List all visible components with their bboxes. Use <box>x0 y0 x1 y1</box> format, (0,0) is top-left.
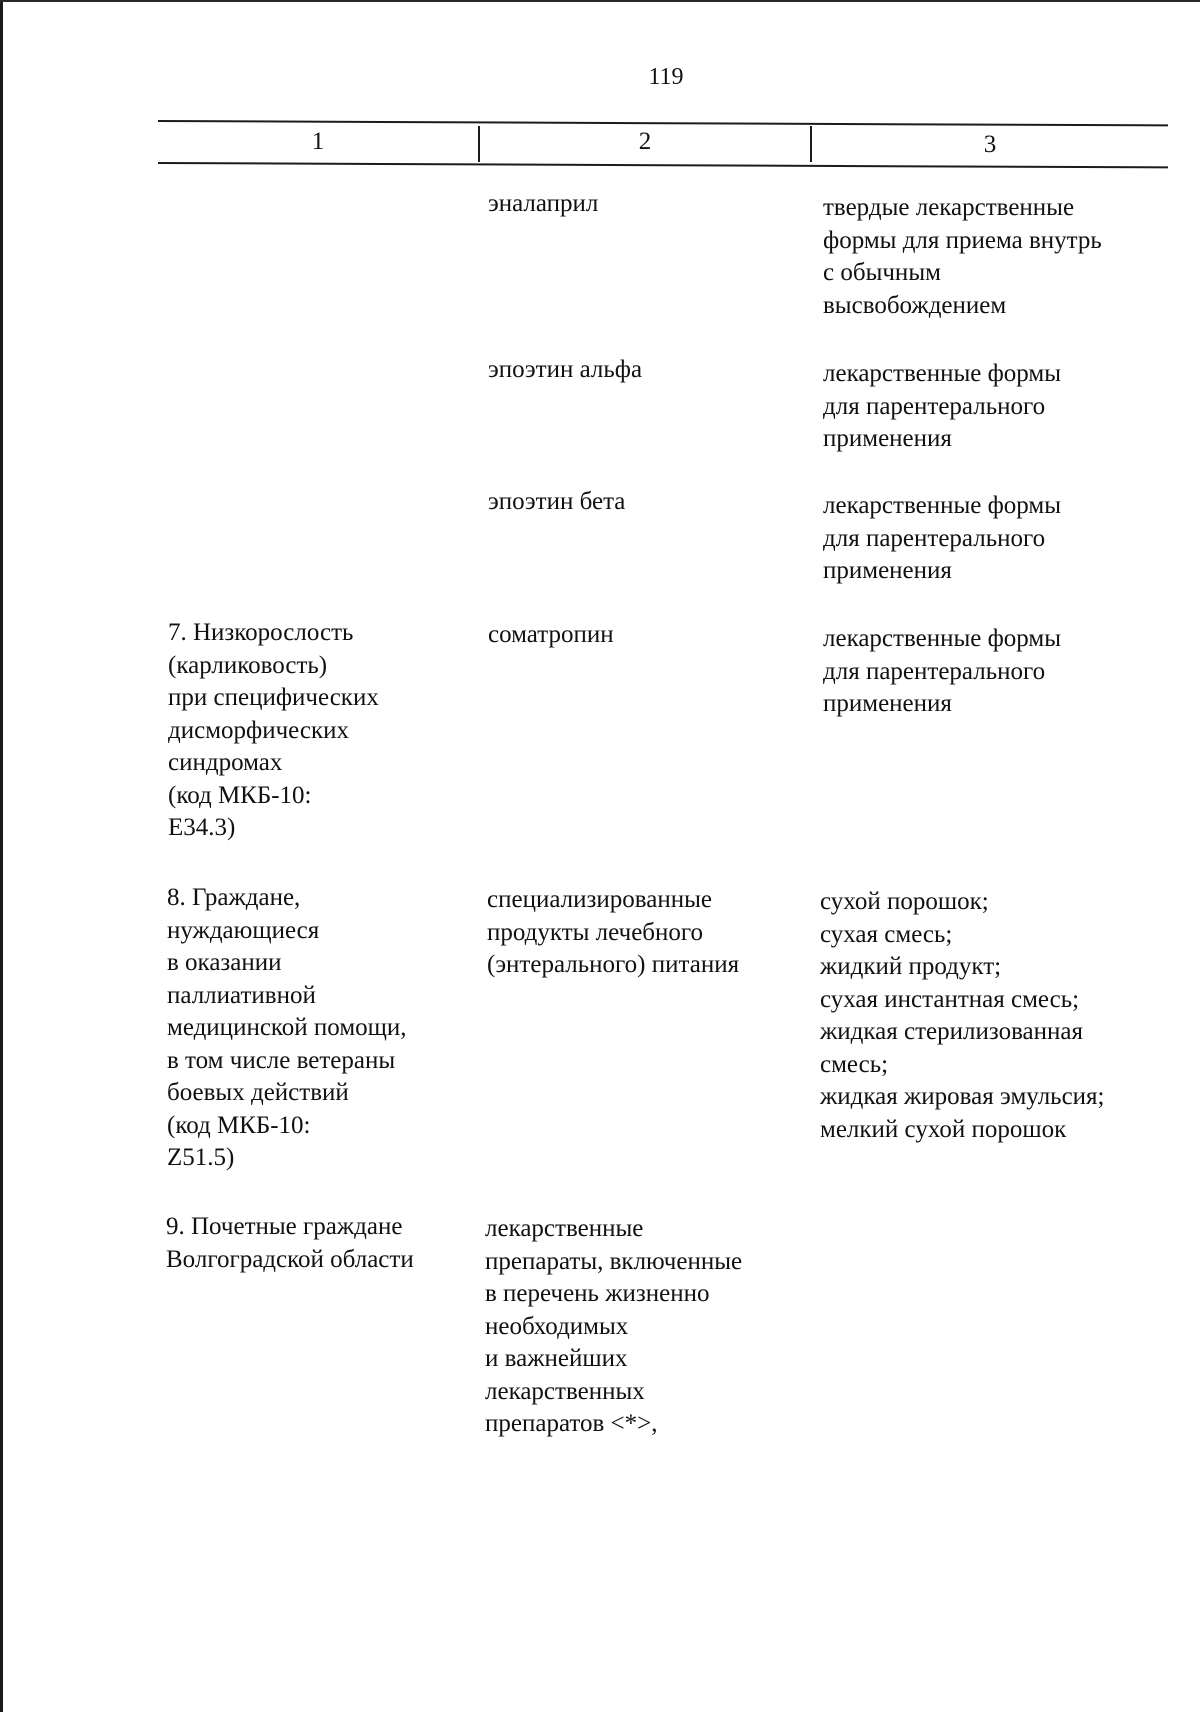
header-col-1: 1 <box>311 128 325 155</box>
row-5-category-line-7: боевых действий <box>167 1079 349 1106</box>
row-5-category-line-8: (код МКБ-10: <box>167 1111 311 1139</box>
row-4-drug-line-1: соматропин <box>488 621 614 648</box>
row-5-form-line-2: сухая смесь; <box>820 920 953 948</box>
row-2-form-line-1: лекарственные формы <box>823 360 1062 387</box>
row-5-form-line-5: жидкая стерилизованная <box>820 1018 1083 1045</box>
row-1-form-line-3: с обычным <box>823 259 941 286</box>
row-1-form-line-2: формы для приема внутрь <box>823 226 1102 254</box>
row-4-form-line-2: для парентерального <box>823 657 1046 685</box>
row-2-drug <box>488 354 642 387</box>
row-4-category-line-6: (код МКБ-10: <box>168 781 312 809</box>
row-5-category-line-5: медицинской помощи, <box>167 1014 407 1041</box>
row-3-form <box>823 490 1061 588</box>
row-5-form-line-8: мелкий сухой порошок <box>820 1115 1067 1143</box>
row-5-drug-line-3: (энтерального) питания <box>487 951 740 978</box>
row-5-form-line-4: сухая инстантная смесь; <box>820 985 1080 1013</box>
row-5-category-line-6: в том числе ветераны <box>167 1046 396 1074</box>
row-6-drug <box>485 1213 742 1441</box>
header-col-2: 2 <box>638 128 652 155</box>
row-6-drug-line-1: лекарственные <box>485 1215 644 1242</box>
row-1-drug-line-1: эналаприл <box>488 190 599 217</box>
header-col-3: 3 <box>983 131 997 158</box>
row-5-category-line-4: паллиативной <box>167 981 316 1009</box>
row-5-form-line-6: смесь; <box>820 1050 889 1078</box>
row-5-drug-line-1: специализированные <box>487 886 712 913</box>
row-4-category-line-4: дисморфических <box>168 716 350 744</box>
row-5-form-line-1: сухой порошок; <box>820 888 989 915</box>
row-3-form-line-1: лекарственные формы <box>823 492 1062 519</box>
row-6-drug-line-7: препаратов <*>, <box>485 1410 658 1437</box>
row-6-drug-line-4: необходимых <box>485 1312 629 1340</box>
row-6-category <box>166 1211 414 1276</box>
row-5-drug-line-2: продукты лечебного <box>487 918 704 946</box>
row-2-drug-line-1: эпоэтин альфа <box>488 356 643 383</box>
row-2-form-line-3: применения <box>823 425 952 452</box>
scan-edge <box>0 0 3 1712</box>
row-1-form-line-4: высвобождением <box>823 291 1007 319</box>
row-5-category-line-3: в оказании <box>167 949 282 976</box>
row-3-form-line-2: для парентерального <box>823 524 1046 552</box>
row-4-category <box>168 617 379 845</box>
row-1-form <box>823 192 1102 322</box>
row-3-drug-line-1: эпоэтин бета <box>488 488 626 515</box>
row-4-category-line-2: (карликовость) <box>168 651 328 679</box>
row-6-drug-line-3: в перечень жизненно <box>485 1280 710 1307</box>
row-4-form-line-3: применения <box>823 690 952 717</box>
scan-top-edge <box>0 0 1200 2</box>
row-5-form <box>820 886 1105 1146</box>
row-5-form-line-3: жидкий продукт; <box>820 953 1002 980</box>
row-4-category-line-5: синдромах <box>168 749 283 776</box>
page-number: 119 <box>648 64 684 90</box>
row-5-category-line-1: 8. Граждане, <box>167 884 301 911</box>
row-2-form <box>823 358 1061 456</box>
row-5-form-line-7: жидкая жировая эмульсия; <box>820 1083 1105 1110</box>
row-6-category-line-1: 9. Почетные граждане <box>166 1213 403 1240</box>
row-5-drug <box>487 884 739 982</box>
row-4-form <box>823 623 1061 721</box>
row-3-drug <box>488 486 625 519</box>
row-1-drug <box>488 188 598 221</box>
header-bottom-rule <box>158 162 1168 168</box>
row-2-form-line-2: для парентерального <box>823 392 1046 420</box>
row-4-form-line-1: лекарственные формы <box>823 625 1062 652</box>
row-4-category-line-7: E34.3) <box>168 814 236 841</box>
row-4-drug <box>488 619 614 652</box>
row-4-category-line-3: при специфических <box>168 684 379 711</box>
row-5-category <box>167 882 407 1175</box>
row-6-drug-line-6: лекарственных <box>485 1377 645 1405</box>
table-header <box>158 120 1168 164</box>
row-1-form-line-1: твердые лекарственные <box>823 194 1075 221</box>
row-6-drug-line-5: и важнейших <box>485 1345 628 1372</box>
row-6-drug-line-2: препараты, включенные <box>485 1247 743 1275</box>
row-6-category-line-2: Волгоградской области <box>166 1245 414 1273</box>
row-4-category-line-1: 7. Низкорослость <box>168 619 354 646</box>
row-5-category-line-2: нуждающиеся <box>167 916 320 944</box>
row-5-category-line-9: Z51.5) <box>167 1144 235 1171</box>
row-3-form-line-3: применения <box>823 557 952 584</box>
